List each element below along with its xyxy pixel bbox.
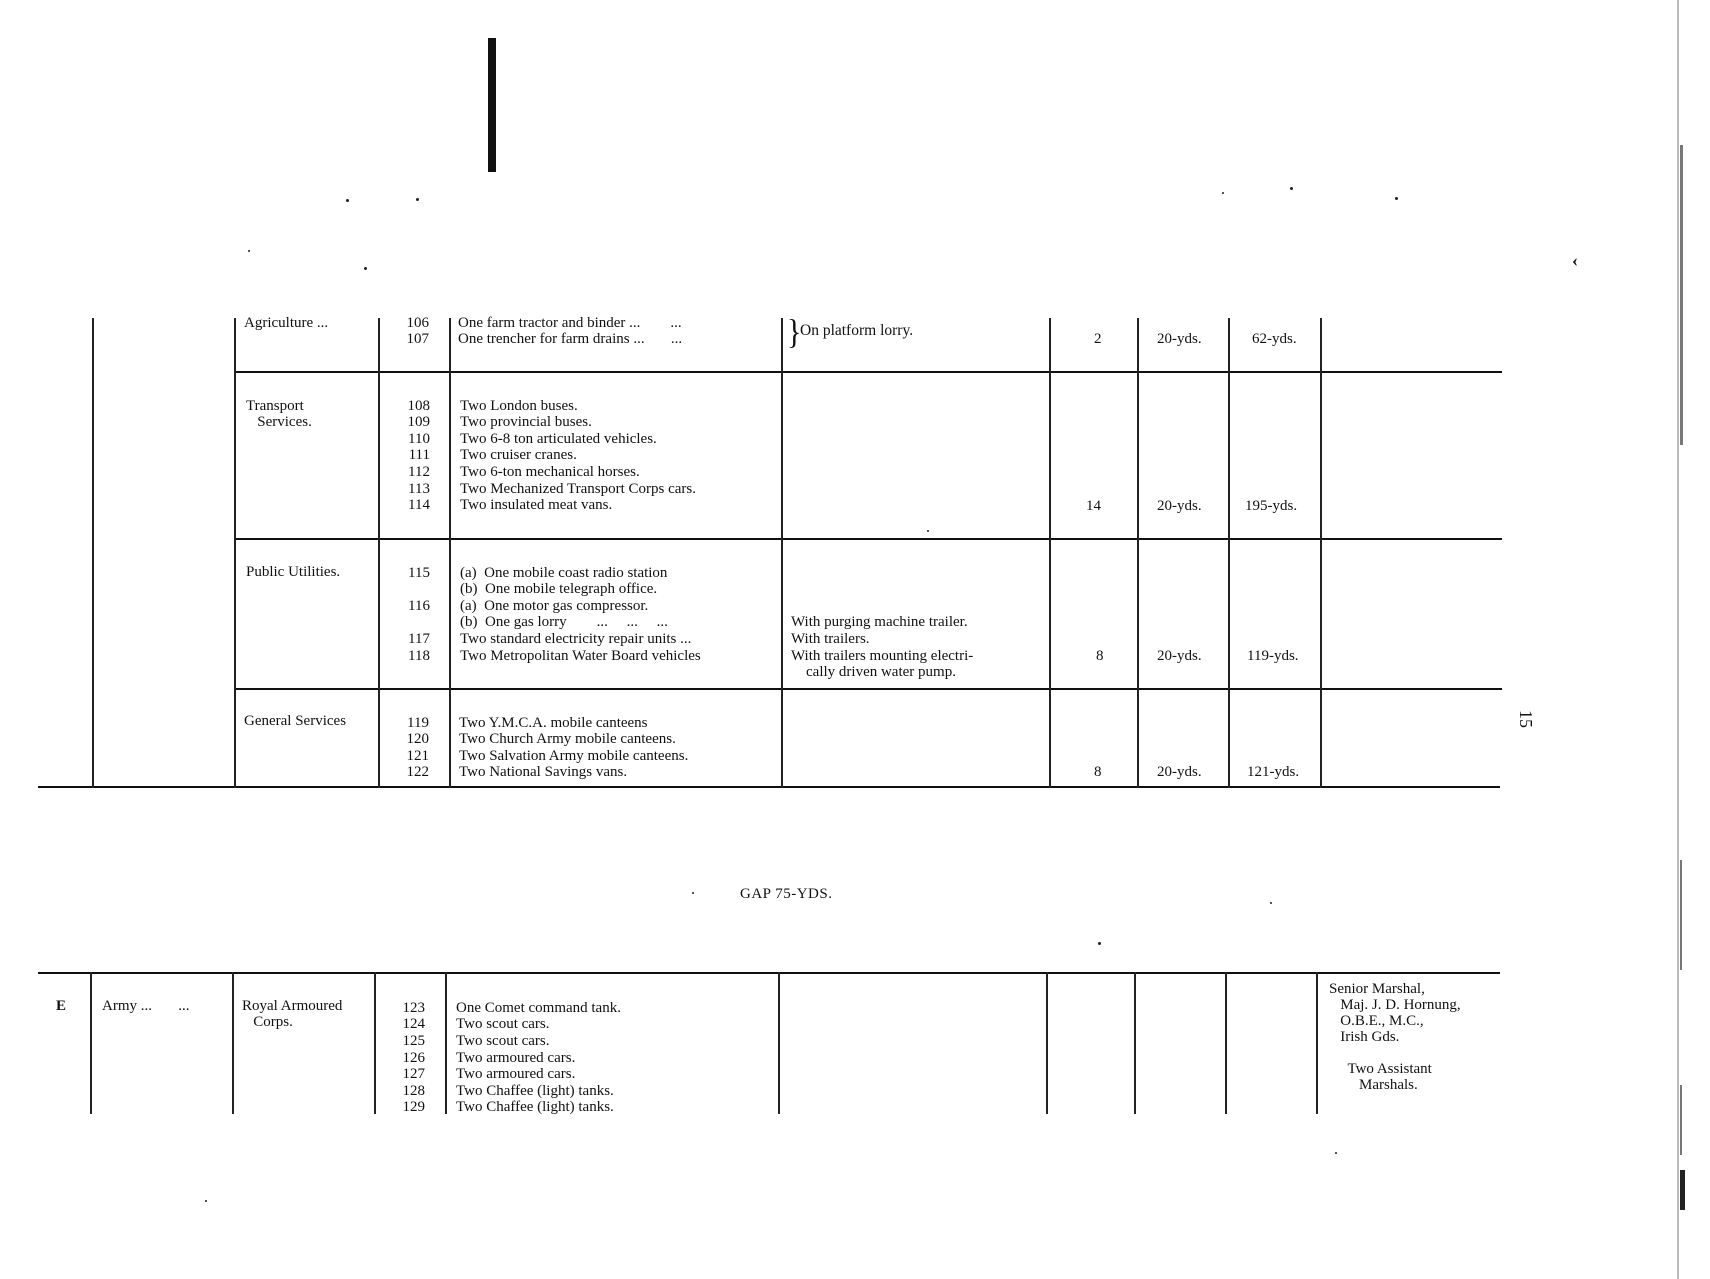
marshal-cell: Maj. J. D. Hornung, bbox=[1329, 997, 1461, 1013]
speck bbox=[1395, 197, 1398, 200]
column-rule bbox=[1228, 318, 1230, 788]
item-number: 110 bbox=[408, 431, 430, 447]
item-number: 115 bbox=[408, 565, 430, 581]
column-rule bbox=[234, 318, 236, 788]
item-number: 111 bbox=[408, 447, 430, 463]
item-number: 109 bbox=[407, 414, 430, 430]
item-number: 107 bbox=[406, 331, 429, 347]
column-rule bbox=[781, 318, 783, 788]
scan-noise bbox=[1680, 1085, 1682, 1155]
length-cell: 119-yds. bbox=[1247, 648, 1299, 664]
marshal-cell: Two Assistant bbox=[1329, 1061, 1432, 1077]
length-cell: 62-yds. bbox=[1252, 331, 1297, 347]
vehicle-count: 8 bbox=[1094, 764, 1102, 780]
column-rule bbox=[449, 318, 451, 788]
item-description: Two Y.M.C.A. mobile canteens bbox=[459, 715, 648, 731]
item-description: (a) One motor gas compressor. bbox=[460, 598, 649, 614]
item-description: Two insulated meat vans. bbox=[460, 497, 613, 513]
page-number: 15 bbox=[1516, 710, 1536, 728]
remarks-cell: With trailers mounting electri- bbox=[791, 648, 974, 664]
speck bbox=[416, 198, 419, 201]
length-cell: 121-yds. bbox=[1247, 764, 1300, 780]
speck bbox=[927, 530, 929, 532]
spacing-cell: 20-yds. bbox=[1157, 331, 1202, 347]
item-number: 120 bbox=[406, 731, 429, 747]
page-edge bbox=[1677, 0, 1679, 1279]
table-bottom-rule bbox=[38, 786, 1500, 788]
column-rule bbox=[1049, 318, 1051, 788]
speck bbox=[1270, 902, 1272, 904]
item-number: 128 bbox=[402, 1083, 425, 1099]
column-rule bbox=[1320, 318, 1322, 788]
column-rule bbox=[1316, 972, 1318, 1114]
marshal-cell: Senior Marshal, bbox=[1329, 981, 1425, 997]
remarks-cell: With purging machine trailer. bbox=[791, 614, 968, 630]
item-number: 113 bbox=[408, 481, 430, 497]
row-rule bbox=[234, 538, 1502, 540]
category-cell: Public Utilities. bbox=[246, 564, 341, 580]
item-description: Two armoured cars. bbox=[456, 1066, 576, 1082]
item-number: 123 bbox=[402, 1000, 425, 1016]
remarks-cell: On platform lorry. bbox=[800, 322, 914, 339]
marshal-cell: O.B.E., M.C., bbox=[1329, 1013, 1424, 1029]
item-number: 108 bbox=[407, 398, 430, 414]
brace-mark: } bbox=[787, 313, 802, 352]
column-rule bbox=[92, 318, 94, 788]
speck bbox=[692, 892, 694, 894]
speck bbox=[248, 250, 250, 252]
column-rule bbox=[1134, 972, 1136, 1114]
column-rule bbox=[1137, 318, 1139, 788]
length-cell: 195-yds. bbox=[1245, 498, 1298, 514]
row-rule bbox=[234, 688, 1502, 690]
item-description: Two 6-8 ton articulated vehicles. bbox=[460, 431, 657, 447]
item-number: 114 bbox=[408, 497, 430, 513]
item-description: Two 6-ton mechanical horses. bbox=[460, 464, 640, 480]
item-number: 116 bbox=[408, 598, 430, 614]
speck bbox=[364, 267, 367, 270]
item-description: Two Metropolitan Water Board vehicles bbox=[460, 648, 701, 664]
item-description: Two Church Army mobile canteens. bbox=[459, 731, 676, 747]
item-description: Two London buses. bbox=[460, 398, 578, 414]
item-number: 122 bbox=[406, 764, 429, 780]
column-rule bbox=[445, 972, 447, 1114]
item-description: One farm tractor and binder ... ... bbox=[458, 315, 682, 331]
marshal-cell: Marshals. bbox=[1329, 1077, 1418, 1093]
item-description: Two Chaffee (light) tanks. bbox=[456, 1099, 614, 1115]
column-rule bbox=[1046, 972, 1048, 1114]
item-description: Two Salvation Army mobile canteens. bbox=[459, 748, 689, 764]
item-number: 118 bbox=[408, 648, 430, 664]
column-rule bbox=[1225, 972, 1227, 1114]
column-rule bbox=[90, 972, 92, 1114]
item-number: 129 bbox=[402, 1099, 425, 1115]
row-rule bbox=[234, 371, 1502, 373]
spacing-cell: 20-yds. bbox=[1157, 764, 1202, 780]
item-description: Two Chaffee (light) tanks. bbox=[456, 1083, 614, 1099]
category-cell: Services. bbox=[246, 414, 312, 430]
remarks-cell: cally driven water pump. bbox=[791, 664, 956, 680]
printer-mark bbox=[488, 38, 496, 172]
column-rule bbox=[778, 972, 780, 1114]
item-number: 106 bbox=[406, 315, 429, 331]
speck bbox=[1222, 192, 1224, 194]
group-letter: E bbox=[56, 998, 67, 1014]
scan-noise bbox=[1680, 145, 1683, 445]
speck bbox=[1335, 1152, 1337, 1154]
item-number: 112 bbox=[408, 464, 430, 480]
item-description: (a) One mobile coast radio station bbox=[460, 565, 668, 581]
gap-label: GAP 75-YDS. bbox=[740, 886, 833, 902]
marshal-cell: Irish Gds. bbox=[1329, 1029, 1400, 1045]
category-cell: Corps. bbox=[242, 1014, 293, 1030]
item-number: 121 bbox=[406, 748, 429, 764]
item-description: One Comet command tank. bbox=[456, 1000, 621, 1016]
table-top-rule bbox=[38, 972, 1500, 974]
item-description: Two standard electricity repair units ... bbox=[460, 631, 692, 647]
spacing-cell: 20-yds. bbox=[1157, 498, 1202, 514]
service-cell: Army ... ... bbox=[102, 998, 190, 1014]
item-number: 117 bbox=[408, 631, 430, 647]
scan-mark: ‹ bbox=[1572, 250, 1578, 270]
item-description: Two National Savings vans. bbox=[459, 764, 628, 780]
speck bbox=[1098, 942, 1101, 945]
scan-noise bbox=[1680, 1170, 1685, 1210]
speck bbox=[346, 199, 349, 202]
item-number: 125 bbox=[402, 1033, 425, 1049]
vehicle-count: 8 bbox=[1096, 648, 1104, 664]
item-number: 127 bbox=[402, 1066, 425, 1082]
item-description: (b) One mobile telegraph office. bbox=[460, 581, 658, 597]
vehicle-count: 2 bbox=[1094, 331, 1102, 347]
category-cell: Transport bbox=[246, 398, 304, 414]
item-description: Two scout cars. bbox=[456, 1033, 550, 1049]
category-cell: Agriculture ... bbox=[244, 315, 329, 331]
item-number: 124 bbox=[402, 1016, 425, 1032]
vehicle-count: 14 bbox=[1086, 498, 1101, 514]
category-cell: Royal Armoured bbox=[242, 998, 343, 1014]
remarks-cell: With trailers. bbox=[791, 631, 870, 647]
spacing-cell: 20-yds. bbox=[1157, 648, 1202, 664]
item-description: Two armoured cars. bbox=[456, 1050, 576, 1066]
scan-noise bbox=[1680, 860, 1682, 970]
item-number: 126 bbox=[402, 1050, 425, 1066]
speck bbox=[1290, 187, 1293, 190]
category-cell: General Services bbox=[244, 713, 347, 729]
speck bbox=[205, 1200, 207, 1202]
item-description: (b) One gas lorry ... ... ... bbox=[460, 614, 668, 630]
column-rule bbox=[232, 972, 234, 1114]
item-description: One trencher for farm drains ... ... bbox=[458, 331, 683, 347]
item-description: Two cruiser cranes. bbox=[460, 447, 577, 463]
item-number: 119 bbox=[407, 715, 429, 731]
item-description: Two scout cars. bbox=[456, 1016, 550, 1032]
item-description: Two Mechanized Transport Corps cars. bbox=[460, 481, 696, 497]
item-description: Two provincial buses. bbox=[460, 414, 592, 430]
